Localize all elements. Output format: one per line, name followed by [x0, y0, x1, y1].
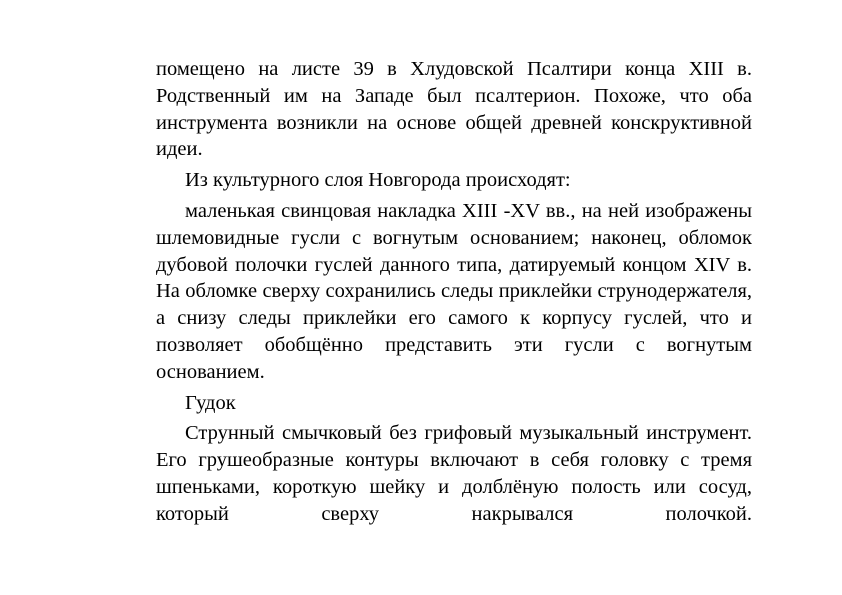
- body-text: [156, 56, 752, 532]
- paragraph-continuation: помещено на листе 39 в Хлудовской Псалтири конца XIII в. Родственный им на Западе был псалтерион. Похоже, что оба инструмента возникли на основе общей древней конскруктивной идеи.: [156, 58, 752, 161]
- paragraph-novgorod-intro: Из культурного слоя Новгорода происходят:: [185, 169, 571, 192]
- paragraph-novgorod-finds: маленькая свинцовая накладка XIII -XV вв., на ней изображены шлемовидные гусли с вогнутым основанием; наконец, обломок дубовой полочки гуслей данного типа, датируемый концом XIV в. На обломке сверху сохранились следы приклейки струнодержателя, а снизу следы приклейки его самого к корпусу гуслей, что и позволяет обобщённо представить эти гусли с вогнутым основанием.: [156, 199, 752, 383]
- paragraph-gudok-description: Струнный смычковый без грифовый музыкальный инструмент. Его грушеобразные контуры включают в себя головку с тремя шпеньками, короткую шейку и долблёную полость или сосуд, который сверху накрывался полочкой.: [156, 422, 752, 525]
- section-heading-gudok: Гудок: [185, 391, 236, 414]
